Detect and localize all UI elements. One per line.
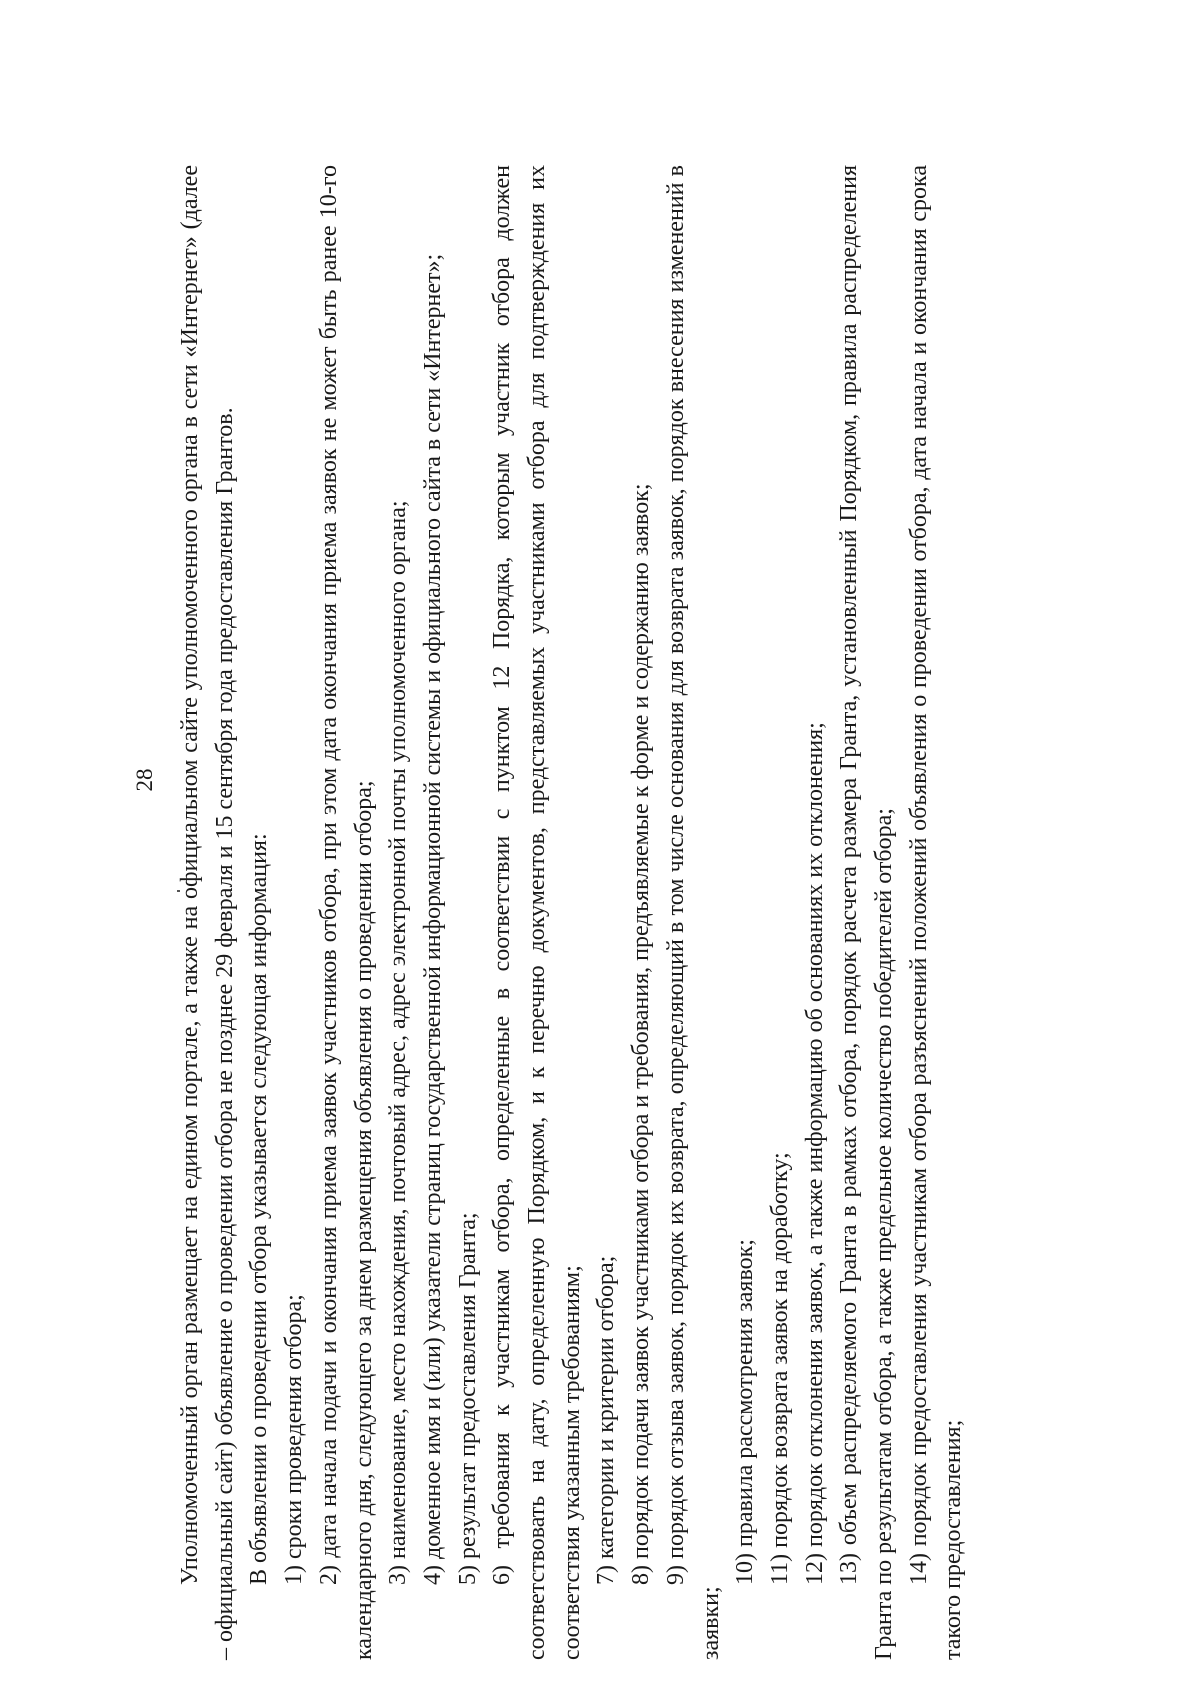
list-item-8: 8) порядок подачи заявок участниками отбора и требования, предъявляемые к форме и содержанию заявок; — [628, 483, 655, 1585]
list-item-14: 14) порядок предоставления участникам отбора разъяснений положений объявления о проведении отбора, дата начала и окончания срока такого предоставления; — [905, 165, 967, 1660]
list-item-5: 5) результат предоставления Гранта; — [454, 1212, 481, 1585]
list-item-2: 2) дата начала подачи и окончания приема заявок участников отбора, при этом дата окончания приема заявок не может быть ранее 10-го календарного дня, следующего за днем размещения объявления о проведении отбора; — [315, 165, 377, 1660]
list-item-6: 6) требования к участникам отбора, определенные в соответствии с пунктом 12 Порядка, которым участник отбора должен соответствовать на дату, определенную Порядком, и к перечню документов, представляемых участниками отбора для подтверждения их соответствия указанным требованиям; — [489, 165, 585, 1660]
page-number: 28 — [132, 768, 157, 792]
list-item-1: 1) сроки проведения отбора; — [281, 1294, 308, 1585]
list-item-9: 9) порядок отзыва заявок, порядок их возврата, определяющий в том числе основания для возврата заявок, порядок внесения изменений в заявки; — [662, 165, 724, 1660]
list-item-12: 12) порядок отклонения заявок, а также информацию об основаниях их отклонения; — [801, 722, 828, 1585]
list-item-13: 13) объем распределяемого Гранта в рамках отбора, порядок расчета размера Гранта, установленный Порядком, правила распределения Гранта по результатам отбора, а также предельное количество победителей отбора; — [836, 165, 898, 1660]
paragraph-announcement-info: В объявлении о проведении отбора указывается следующая информация: — [246, 833, 273, 1585]
paragraph-intro: Уполномоченный орган размещает на едином портале, а также на официальном сайте уполномоченного органа в сети «Интернет» (далее – официальный сайт) объявление о проведении отбора не позднее 29 февраля и 15 сентября года предоставления Грантов. — [177, 165, 238, 1660]
body-text — [173, 165, 971, 1660]
list-item-10: 10) правила рассмотрения заявок; — [732, 1239, 759, 1585]
list-item-4: 4) доменное имя и (или) указатели страниц государственной информационной системы и официального сайта в сети «Интернет»; — [419, 253, 446, 1585]
list-item-3: 3) наименование, место нахождения, почтовый адрес, адрес электронной почты уполномоченного органа; — [385, 500, 412, 1585]
list-item-7: 7) категории и критерии отбора; — [593, 1255, 620, 1585]
list-item-11: 11) порядок возврата заявок на доработку; — [766, 1152, 793, 1585]
rotated-content — [130, 60, 1050, 1660]
